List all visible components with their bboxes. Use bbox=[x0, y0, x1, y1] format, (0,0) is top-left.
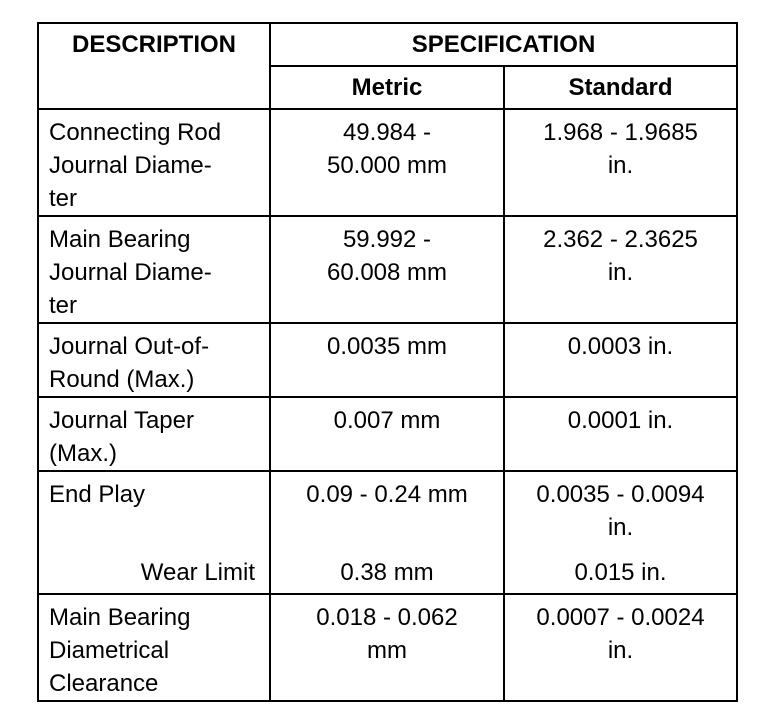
metric-line: 60.008 mm bbox=[326, 259, 448, 286]
description-line: Round (Max.) bbox=[49, 366, 195, 393]
header-row bbox=[38, 23, 737, 66]
description-cell bbox=[38, 397, 270, 471]
metric-line: 50.000 mm bbox=[326, 152, 448, 179]
description-cell bbox=[38, 216, 270, 323]
description-line: Connecting Rod bbox=[49, 119, 222, 146]
metric-cell bbox=[270, 216, 504, 323]
description-cell bbox=[38, 109, 270, 216]
metric-header: Metric bbox=[270, 66, 504, 109]
wear-limit-standard: 0.015 in. bbox=[504, 556, 737, 594]
standard-header: Standard bbox=[504, 66, 737, 109]
description-line: Diametrical bbox=[49, 637, 170, 664]
description-line: Journal Out-of- bbox=[49, 333, 210, 360]
description-line: (Max.) bbox=[49, 440, 117, 467]
description-line: Main Bearing bbox=[49, 604, 191, 631]
description-line: Main Bearing bbox=[49, 226, 191, 253]
description-line: Journal Diame- bbox=[49, 259, 212, 286]
standard-line: in. bbox=[607, 152, 634, 179]
table-subrow bbox=[38, 556, 737, 594]
description-line: ter bbox=[49, 292, 78, 319]
wear-limit-metric: 0.38 mm bbox=[270, 556, 504, 594]
metric-line: 49.984 - bbox=[342, 119, 432, 146]
description-cell bbox=[38, 471, 270, 556]
standard-line: 2.362 - 2.3625 bbox=[543, 226, 698, 253]
spec-table bbox=[37, 22, 738, 702]
standard-line: 0.0003 in. bbox=[567, 333, 674, 360]
metric-line: 59.992 - bbox=[342, 226, 432, 253]
standard-cell bbox=[504, 594, 737, 701]
standard-line: in. bbox=[607, 259, 634, 286]
table-row bbox=[38, 323, 737, 397]
standard-line: 0.0007 - 0.0024 bbox=[536, 604, 705, 631]
metric-cell bbox=[270, 594, 504, 701]
standard-line: 0.0035 - 0.0094 bbox=[536, 481, 705, 508]
metric-cell bbox=[270, 397, 504, 471]
description-line: Journal Taper bbox=[49, 407, 194, 434]
table-row bbox=[38, 471, 737, 556]
metric-line: 0.09 - 0.24 mm bbox=[306, 481, 468, 508]
metric-cell bbox=[270, 323, 504, 397]
standard-line: 0.0001 in. bbox=[567, 407, 674, 434]
metric-line: 0.018 - 0.062 bbox=[316, 604, 458, 631]
specification-header: SPECIFICATION bbox=[270, 23, 737, 66]
description-line: End Play bbox=[49, 481, 146, 508]
standard-cell bbox=[504, 323, 737, 397]
metric-cell bbox=[270, 109, 504, 216]
description-cell bbox=[38, 594, 270, 701]
standard-cell bbox=[504, 471, 737, 556]
metric-line: mm bbox=[367, 637, 407, 664]
table-row bbox=[38, 397, 737, 471]
wear-limit-label: Wear Limit bbox=[38, 556, 270, 594]
metric-cell bbox=[270, 471, 504, 556]
standard-line: 1.968 - 1.9685 bbox=[543, 119, 698, 146]
description-line: Clearance bbox=[49, 670, 159, 697]
standard-line: in. bbox=[607, 514, 634, 541]
metric-line: 0.007 mm bbox=[333, 407, 441, 434]
description-line: Journal Diame- bbox=[49, 152, 212, 179]
table-row bbox=[38, 216, 737, 323]
standard-cell bbox=[504, 397, 737, 471]
standard-line: in. bbox=[607, 637, 634, 664]
description-cell bbox=[38, 323, 270, 397]
table-row bbox=[38, 594, 737, 701]
description-header: DESCRIPTION bbox=[38, 23, 270, 109]
standard-cell bbox=[504, 216, 737, 323]
table-row bbox=[38, 109, 737, 216]
standard-cell bbox=[504, 109, 737, 216]
metric-line: 0.0035 mm bbox=[326, 333, 448, 360]
description-line: ter bbox=[49, 185, 78, 212]
